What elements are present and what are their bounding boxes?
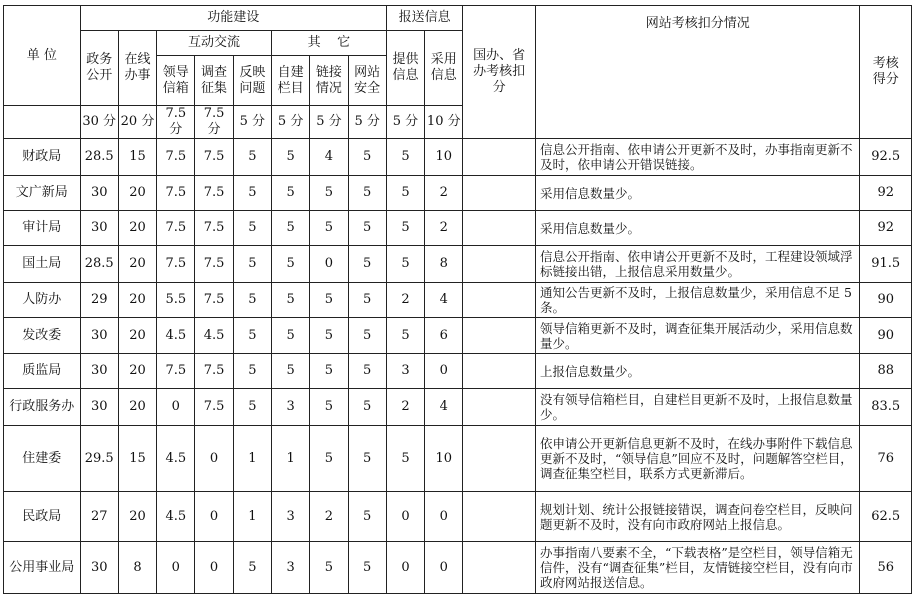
score-cell: 1: [233, 426, 271, 492]
score-cell: 5: [348, 246, 386, 283]
points-cell: 5 分: [310, 106, 348, 139]
feedback-label: 反映问题: [239, 64, 266, 96]
score-cell: 30: [80, 176, 118, 211]
score-cell: 5: [386, 139, 424, 176]
score-cell: 30: [80, 542, 118, 594]
gov-audit-cell: [463, 389, 536, 426]
total-score-cell: 62.5: [860, 492, 912, 542]
score-cell: 5: [271, 354, 309, 389]
score-cell: 7.5: [157, 246, 195, 283]
points-blank: [4, 106, 81, 139]
score-cell: 4.5: [157, 426, 195, 492]
deduct-desc-cell: 没有领导信箱栏目，自建栏目更新不及时，上报信息数量少。: [535, 389, 859, 426]
score-cell: 5: [233, 389, 271, 426]
score-cell: 5: [310, 211, 348, 246]
score-cell: 5: [386, 211, 424, 246]
score-cell: 7.5: [157, 354, 195, 389]
header-report: 报送信息: [386, 6, 463, 31]
table-row: [4, 176, 912, 211]
points-cell: 20 分: [118, 106, 156, 139]
score-cell: 7.5: [195, 389, 233, 426]
total-score-cell: 90: [860, 283, 912, 318]
score-cell: 0: [195, 426, 233, 492]
points-cell: 5 分: [233, 106, 271, 139]
total-score-cell: 76: [860, 426, 912, 492]
score-cell: 5: [386, 246, 424, 283]
score-cell: 7.5: [195, 139, 233, 176]
score-cell: 5: [233, 542, 271, 594]
score-cell: 7.5: [195, 176, 233, 211]
gov-audit-cell: [463, 354, 536, 389]
gov-audit-cell: [463, 176, 536, 211]
points-cell: 7.5 分: [195, 106, 233, 139]
score-cell: 30: [80, 389, 118, 426]
total-score-cell: 92: [860, 211, 912, 246]
score-cell: 7.5: [157, 211, 195, 246]
score-cell: 10: [425, 139, 463, 176]
header-provide: [386, 31, 424, 106]
score-cell: 5: [310, 389, 348, 426]
score-cell: 0: [195, 542, 233, 594]
score-cell: 5: [348, 139, 386, 176]
unit-cell: 国土局: [4, 246, 81, 283]
gov-audit-cell: [463, 542, 536, 594]
score-cell: 3: [271, 389, 309, 426]
score-cell: 4: [310, 139, 348, 176]
table-row: [4, 246, 912, 283]
score-cell: 0: [425, 542, 463, 594]
deduct-desc-cell: 信息公开指南、依申请公开更新不及时，办事指南更新不及时，依申请公开错误链接。: [535, 139, 859, 176]
table-row: [4, 426, 912, 492]
unit-cell: 民政局: [4, 492, 81, 542]
header-feedback: [233, 56, 271, 106]
table-row: [4, 283, 912, 318]
deduct-desc-cell: 领导信箱更新不及时，调查征集开展活动少，采用信息数量少。: [535, 318, 859, 354]
score-cell: 1: [271, 426, 309, 492]
score-cell: 0: [425, 354, 463, 389]
score-cell: 29.5: [80, 426, 118, 492]
online-label: 在线办事: [124, 52, 151, 83]
score-cell: 5: [348, 283, 386, 318]
score-cell: 5: [348, 176, 386, 211]
score-cell: 0: [157, 389, 195, 426]
header-gov-open: [80, 31, 118, 106]
points-cell: 10 分: [425, 106, 463, 139]
header-adopt: [425, 31, 463, 106]
score-cell: 5: [310, 283, 348, 318]
score-cell: 20: [118, 389, 156, 426]
total-score-cell: 83.5: [860, 389, 912, 426]
score-cell: 8: [118, 542, 156, 594]
header-interact: 互动交流: [157, 31, 272, 56]
score-cell: 20: [118, 211, 156, 246]
deduct-desc-cell: 上报信息数量少。: [535, 354, 859, 389]
score-cell: 5: [271, 246, 309, 283]
score-cell: 5: [310, 542, 348, 594]
table-row: [4, 318, 912, 354]
score-cell: 5: [233, 318, 271, 354]
score-cell: 2: [425, 211, 463, 246]
score-cell: 28.5: [80, 246, 118, 283]
gov-audit-cell: [463, 492, 536, 542]
score-cell: 5: [386, 318, 424, 354]
unit-cell: 审计局: [4, 211, 81, 246]
score-cell: 30: [80, 354, 118, 389]
adopt-label: 采用信息: [430, 52, 457, 83]
score-cell: 7.5: [195, 211, 233, 246]
header-other: 其 它: [271, 31, 386, 56]
header-survey: [195, 56, 233, 106]
unit-cell: 财政局: [4, 139, 81, 176]
total-label: 考核得分: [872, 56, 899, 87]
score-cell: 28.5: [80, 139, 118, 176]
assessment-table: [3, 5, 912, 594]
score-cell: 7.5: [195, 354, 233, 389]
score-cell: 5: [271, 139, 309, 176]
score-cell: 5: [348, 318, 386, 354]
score-cell: 5: [233, 246, 271, 283]
gov-open-label: 政务公开: [86, 52, 113, 83]
score-cell: 10: [425, 426, 463, 492]
deduct-desc-cell: 办事指南八要素不全，“下载表格”是空栏目，领导信箱无信件，没有“调查征集”栏目，友情链接空栏目，没有向市政府网站报送信息。: [535, 542, 859, 594]
score-cell: 0: [386, 492, 424, 542]
score-cell: 0: [386, 542, 424, 594]
points-cell: 5 分: [271, 106, 309, 139]
score-cell: 7.5: [157, 176, 195, 211]
score-cell: 27: [80, 492, 118, 542]
gov-audit-cell: [463, 318, 536, 354]
points-cell: 5 分: [386, 106, 424, 139]
gov-audit-cell: [463, 246, 536, 283]
table-row: [4, 139, 912, 176]
score-cell: 29: [80, 283, 118, 318]
score-cell: 7.5: [195, 283, 233, 318]
header-links: [310, 56, 348, 106]
total-score-cell: 88: [860, 354, 912, 389]
deduct-desc-cell: 信息公开指南、依申请公开更新不及时，工程建设领域浮标链接出错，上报信息采用数量少。: [535, 246, 859, 283]
deduct-desc-cell: 通知公告更新不及时，上报信息数量少，采用信息不足 5 条。: [535, 283, 859, 318]
score-cell: 7.5: [195, 246, 233, 283]
score-cell: 5: [271, 211, 309, 246]
gov-audit-cell: [463, 211, 536, 246]
score-cell: 5: [386, 176, 424, 211]
table-row: [4, 492, 912, 542]
points-cell: 30 分: [80, 106, 118, 139]
score-cell: 4.5: [157, 318, 195, 354]
total-score-cell: 91.5: [860, 246, 912, 283]
score-cell: 5: [310, 176, 348, 211]
header-unit: 单 位: [4, 6, 81, 106]
score-cell: 2: [386, 389, 424, 426]
total-score-cell: 92.5: [860, 139, 912, 176]
score-cell: 8: [425, 246, 463, 283]
score-cell: 5.5: [157, 283, 195, 318]
unit-cell: 质监局: [4, 354, 81, 389]
score-cell: 5: [310, 426, 348, 492]
unit-cell: 行政服务办: [4, 389, 81, 426]
header-leader-mail: [157, 56, 195, 106]
total-score-cell: 90: [860, 318, 912, 354]
score-cell: 3: [271, 492, 309, 542]
gov-audit-label: 国办、省办考核扣分: [473, 48, 526, 95]
leader-mail-label: 领导信箱: [162, 64, 189, 96]
score-cell: 5: [348, 492, 386, 542]
table-row: [4, 542, 912, 594]
score-cell: 7.5: [157, 139, 195, 176]
score-cell: 20: [118, 492, 156, 542]
score-cell: 0: [157, 542, 195, 594]
score-cell: 5: [348, 426, 386, 492]
gov-audit-cell: [463, 139, 536, 176]
score-cell: 3: [271, 542, 309, 594]
score-cell: 5: [233, 139, 271, 176]
score-cell: 6: [425, 318, 463, 354]
score-cell: 2: [386, 283, 424, 318]
custom-col-label: 自建栏目: [277, 64, 304, 96]
provide-label: 提供信息: [392, 52, 419, 83]
score-cell: 5: [271, 318, 309, 354]
points-cell: 5 分: [348, 106, 386, 139]
score-cell: 2: [425, 176, 463, 211]
survey-label: 调查征集: [201, 64, 228, 96]
score-cell: 15: [118, 426, 156, 492]
score-cell: 30: [80, 318, 118, 354]
score-cell: 4: [425, 283, 463, 318]
score-cell: 20: [118, 246, 156, 283]
gov-audit-cell: [463, 426, 536, 492]
score-cell: 0: [195, 492, 233, 542]
score-cell: 5: [271, 283, 309, 318]
score-cell: 4: [425, 389, 463, 426]
score-cell: 20: [118, 176, 156, 211]
score-cell: 5: [386, 426, 424, 492]
score-cell: 5: [233, 354, 271, 389]
deduct-desc-cell: 依申请公开更新信息更新不及时，在线办事附件下载信息更新不及时，“领导信息”回应不及时，问题解答空栏目，调查征集空栏目，联系方式更新滞后。: [535, 426, 859, 492]
score-cell: 20: [118, 354, 156, 389]
score-cell: 15: [118, 139, 156, 176]
table-row: [4, 211, 912, 246]
header-function: 功能建设: [80, 6, 386, 31]
score-cell: 20: [118, 283, 156, 318]
header-online: [118, 31, 156, 106]
unit-cell: 文广新局: [4, 176, 81, 211]
score-cell: 4.5: [195, 318, 233, 354]
security-label: 网站安全: [354, 64, 381, 96]
header-deduct: 网站考核扣分情况: [535, 6, 859, 139]
points-cell: 7.5 分: [157, 106, 195, 139]
unit-cell: 住建委: [4, 426, 81, 492]
score-cell: 3: [386, 354, 424, 389]
gov-audit-cell: [463, 283, 536, 318]
header-gov-audit: [463, 6, 536, 139]
score-cell: 0: [425, 492, 463, 542]
score-cell: 1: [233, 492, 271, 542]
score-cell: 5: [233, 211, 271, 246]
total-score-cell: 56: [860, 542, 912, 594]
score-cell: 5: [348, 211, 386, 246]
score-cell: 5: [310, 354, 348, 389]
header-security: [348, 56, 386, 106]
table-row: [4, 354, 912, 389]
links-label: 链接情况: [315, 64, 342, 96]
score-cell: 5: [348, 354, 386, 389]
score-cell: 0: [310, 246, 348, 283]
score-cell: 5: [233, 176, 271, 211]
header-total: [860, 6, 912, 139]
deduct-desc-cell: 采用信息数量少。: [535, 176, 859, 211]
unit-cell: 发改委: [4, 318, 81, 354]
score-cell: 20: [118, 318, 156, 354]
score-cell: 5: [310, 318, 348, 354]
total-score-cell: 92: [860, 176, 912, 211]
score-cell: 2: [310, 492, 348, 542]
unit-cell: 公用事业局: [4, 542, 81, 594]
score-cell: 5: [271, 176, 309, 211]
deduct-desc-cell: 采用信息数量少。: [535, 211, 859, 246]
header-custom-col: [271, 56, 309, 106]
score-cell: 5: [348, 542, 386, 594]
unit-cell: 人防办: [4, 283, 81, 318]
score-cell: 5: [348, 389, 386, 426]
table-row: [4, 389, 912, 426]
score-cell: 30: [80, 211, 118, 246]
deduct-desc-cell: 规划计划、统计公报链接错误，调查问卷空栏目，反映问题更新不及时，没有向市政府网站上报信息。: [535, 492, 859, 542]
score-cell: 5: [233, 283, 271, 318]
score-cell: 4.5: [157, 492, 195, 542]
